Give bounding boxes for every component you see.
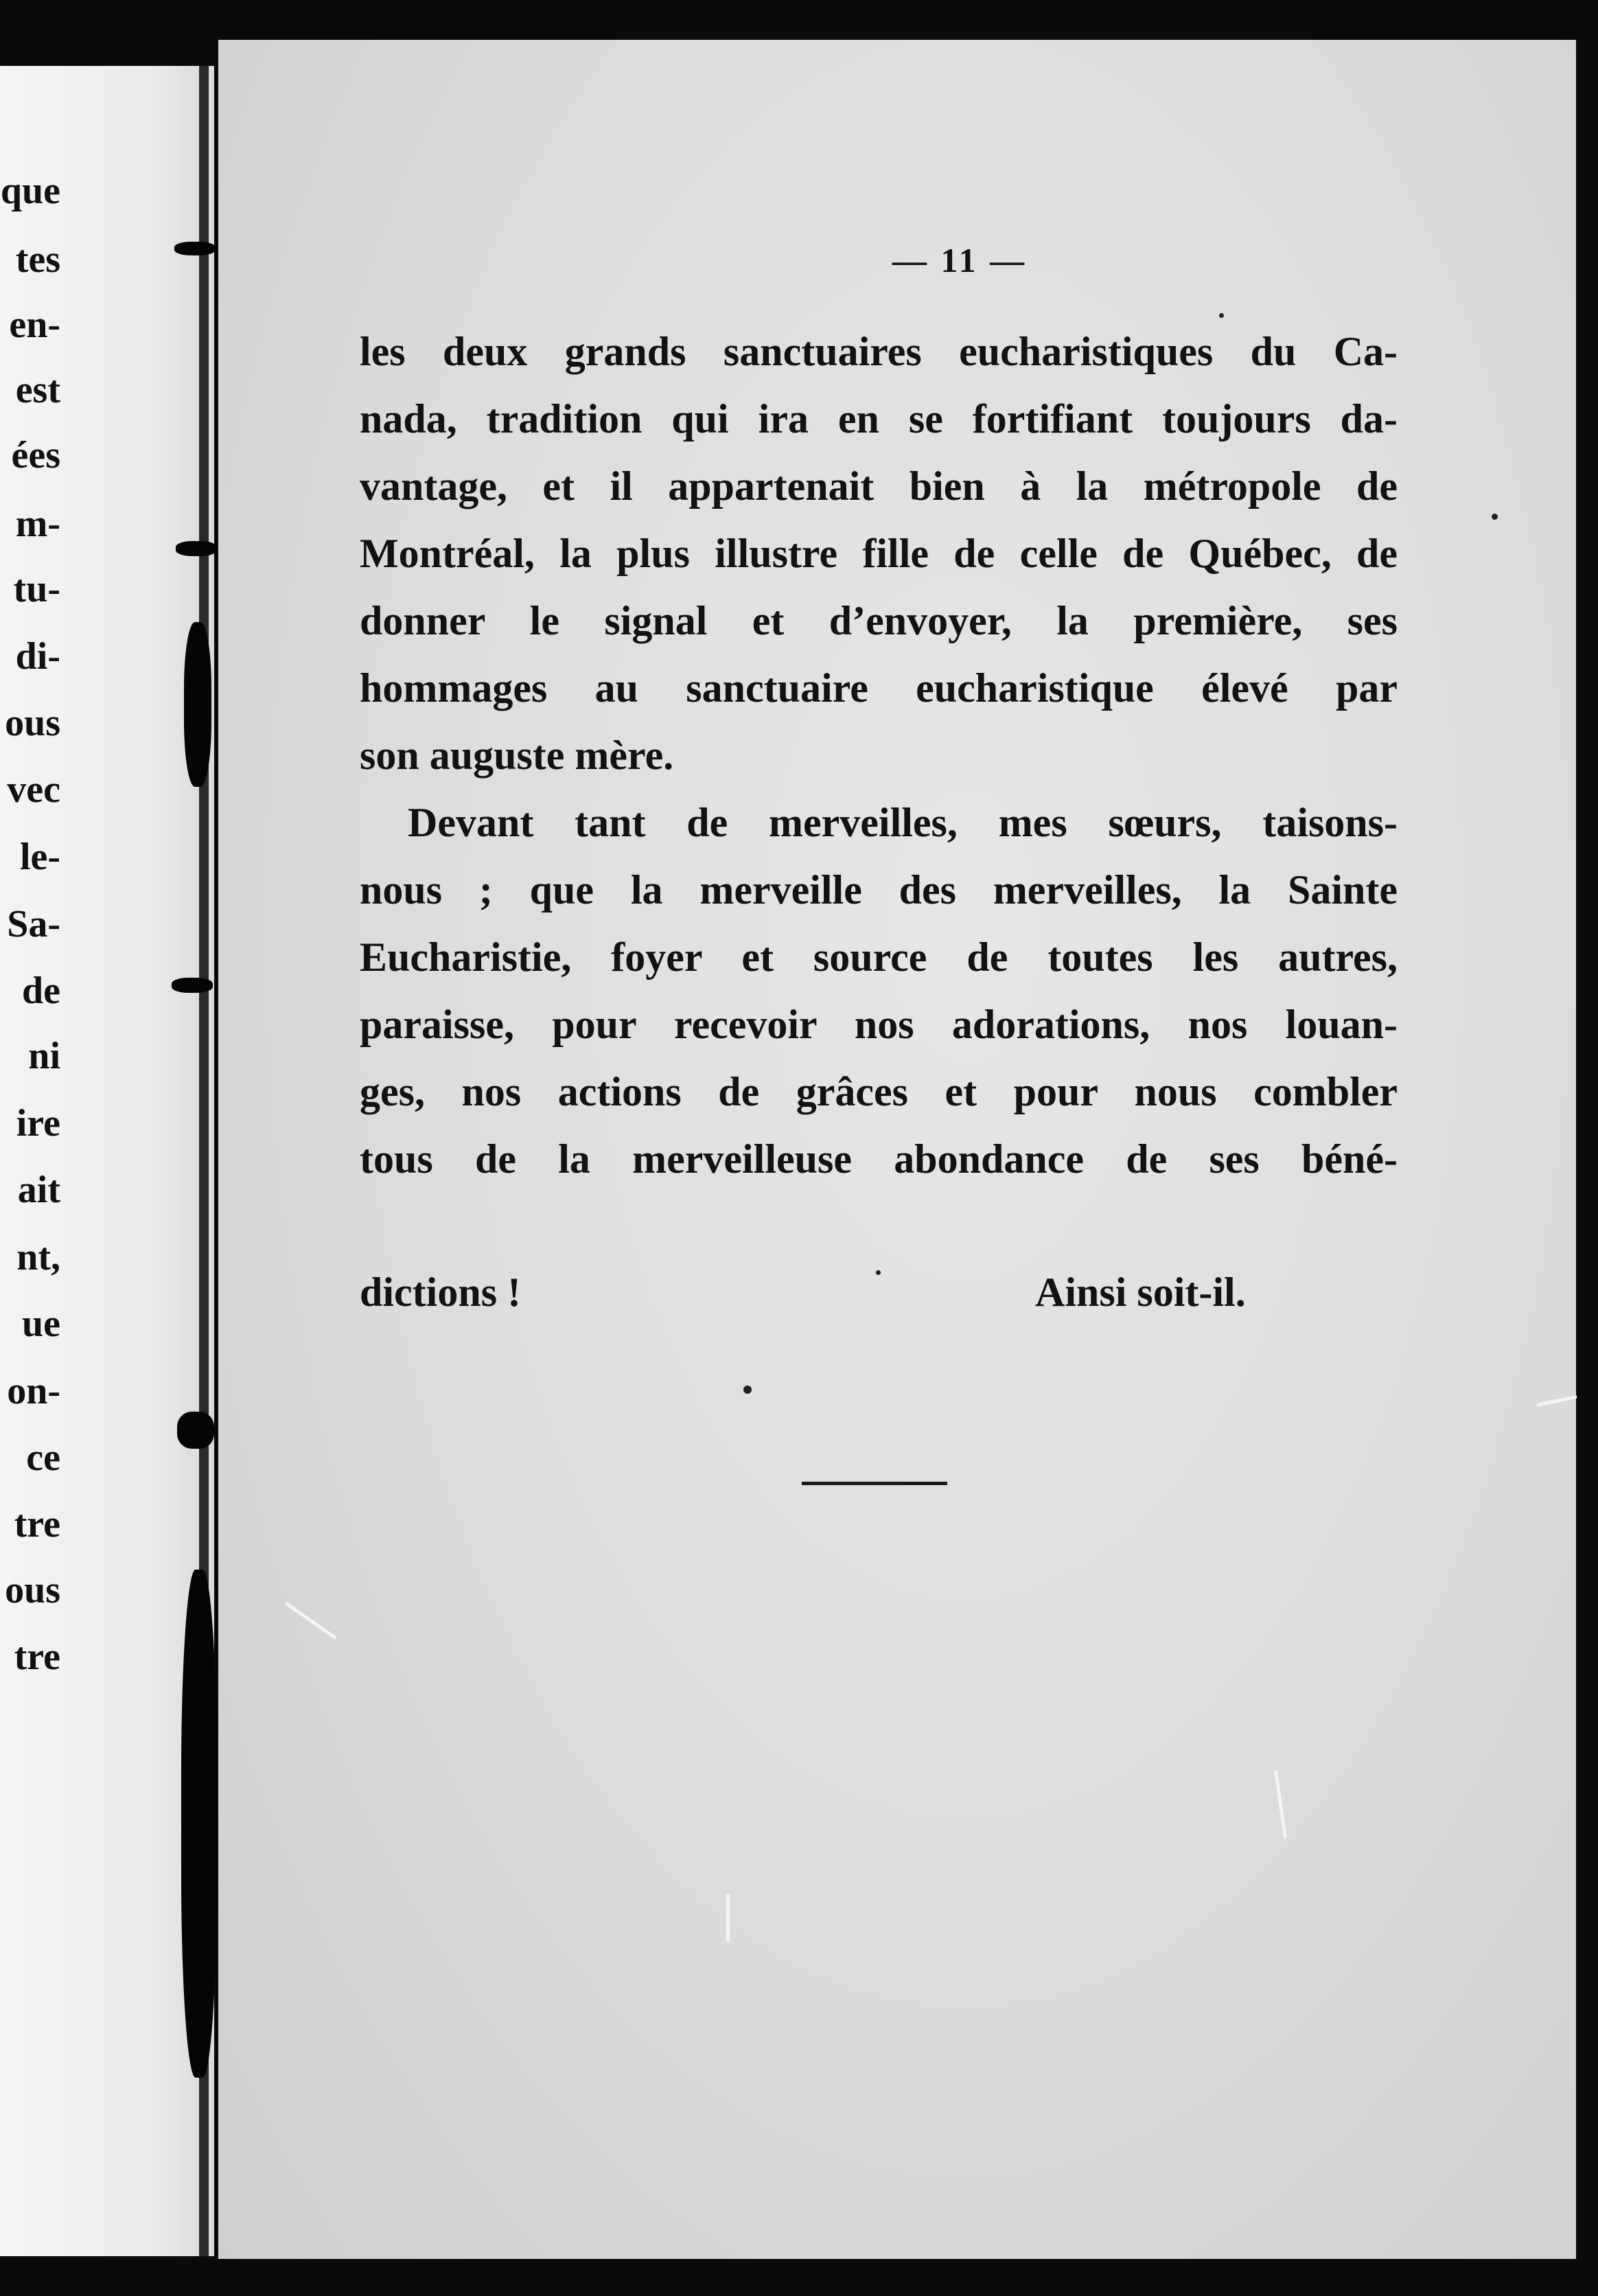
left-page-line-fragment: ue	[22, 1302, 60, 1345]
paragraph-2-line: nous ; que la merveille des merveilles, la Sainte	[360, 867, 1398, 912]
paragraph-2-line: Eucharistie, foyer et source de toutes les autres,	[360, 934, 1398, 980]
binding-thread	[172, 978, 213, 993]
left-page-line-fragment: ous	[5, 702, 60, 744]
left-page-line-fragment: tu-	[13, 568, 60, 610]
left-page-line-fragment: que	[0, 170, 60, 212]
paragraph-1-line: vantage, et il appartenait bien à la métropole de	[360, 463, 1398, 509]
paper-speck	[743, 1386, 752, 1394]
left-page-line-fragment: en-	[9, 303, 60, 346]
page-number: — 11 —	[892, 241, 1028, 279]
binding-thread	[176, 541, 217, 556]
paper-speck	[876, 1270, 881, 1275]
paper-scratch	[1536, 1395, 1577, 1407]
left-page-line-fragment: nt,	[16, 1236, 60, 1278]
paragraph-1-line: nada, tradition qui ira en se fortifiant toujours da-	[360, 396, 1398, 441]
left-page-line-fragment: di-	[15, 635, 60, 678]
left-page-line-fragment: m-	[15, 503, 60, 545]
main-page	[218, 40, 1576, 2259]
binding-thread	[174, 242, 216, 255]
binding-thread	[177, 1412, 214, 1449]
left-page-line-fragment: ce	[26, 1436, 60, 1479]
paragraph-1-line: les deux grands sanctuaires eucharistiques du Ca-	[360, 329, 1398, 374]
left-page-line-fragment: ées	[11, 434, 60, 477]
paragraph-2-line: tous de la merveilleuse abondance de ses béné-	[360, 1136, 1398, 1182]
binding-thread	[181, 1570, 217, 2078]
left-page-line-fragment: vec	[7, 768, 60, 811]
paper-scratch	[1274, 1770, 1287, 1839]
paper-speck	[1492, 514, 1498, 520]
left-page-line-fragment: est	[15, 369, 60, 411]
left-page-line-fragment: Sa-	[7, 903, 60, 945]
paragraph-1-line: hommages au sanctuaire eucharistique élevé par	[360, 665, 1398, 711]
paper-scratch	[726, 1894, 730, 1942]
paragraph-1-line: Montréal, la plus illustre fille de celle de Québec, de	[360, 531, 1398, 576]
left-page-line-fragment: ire	[16, 1102, 60, 1145]
left-page-text-column	[0, 66, 62, 2256]
signature-line: Ainsi soit-il.	[1035, 1270, 1246, 1315]
closing-line-text: dictions !	[360, 1270, 522, 1315]
left-page-line-fragment: de	[22, 969, 60, 1012]
left-page-line-fragment: tre	[14, 1503, 60, 1546]
left-page-line-fragment: tre	[14, 1635, 60, 1678]
binding-gutter	[184, 66, 222, 2256]
paper-scratch	[285, 1602, 338, 1640]
paragraph-1-line: donner le signal et d’envoyer, la première, ses	[360, 598, 1398, 643]
end-rule	[802, 1482, 947, 1485]
paragraph-2-line: paraisse, pour recevoir nos adorations, nos louan-	[360, 1002, 1398, 1047]
left-page-line-fragment: tes	[15, 238, 60, 281]
left-page-line-fragment: ait	[17, 1169, 60, 1211]
left-page-line-fragment: le-	[19, 836, 60, 878]
binding-thread	[184, 622, 211, 787]
paragraph-2-line: ges, nos actions de grâces et pour nous combler	[360, 1069, 1398, 1114]
left-page-line-fragment: ni	[28, 1035, 60, 1077]
paragraph-1-line: son auguste mère.	[360, 733, 674, 778]
paper-speck	[1219, 313, 1224, 318]
left-page-line-fragment: on-	[7, 1370, 60, 1412]
left-page-line-fragment: ous	[5, 1569, 60, 1611]
paragraph-2-line: Devant tant de merveilles, mes sœurs, taisons-	[408, 800, 1398, 845]
